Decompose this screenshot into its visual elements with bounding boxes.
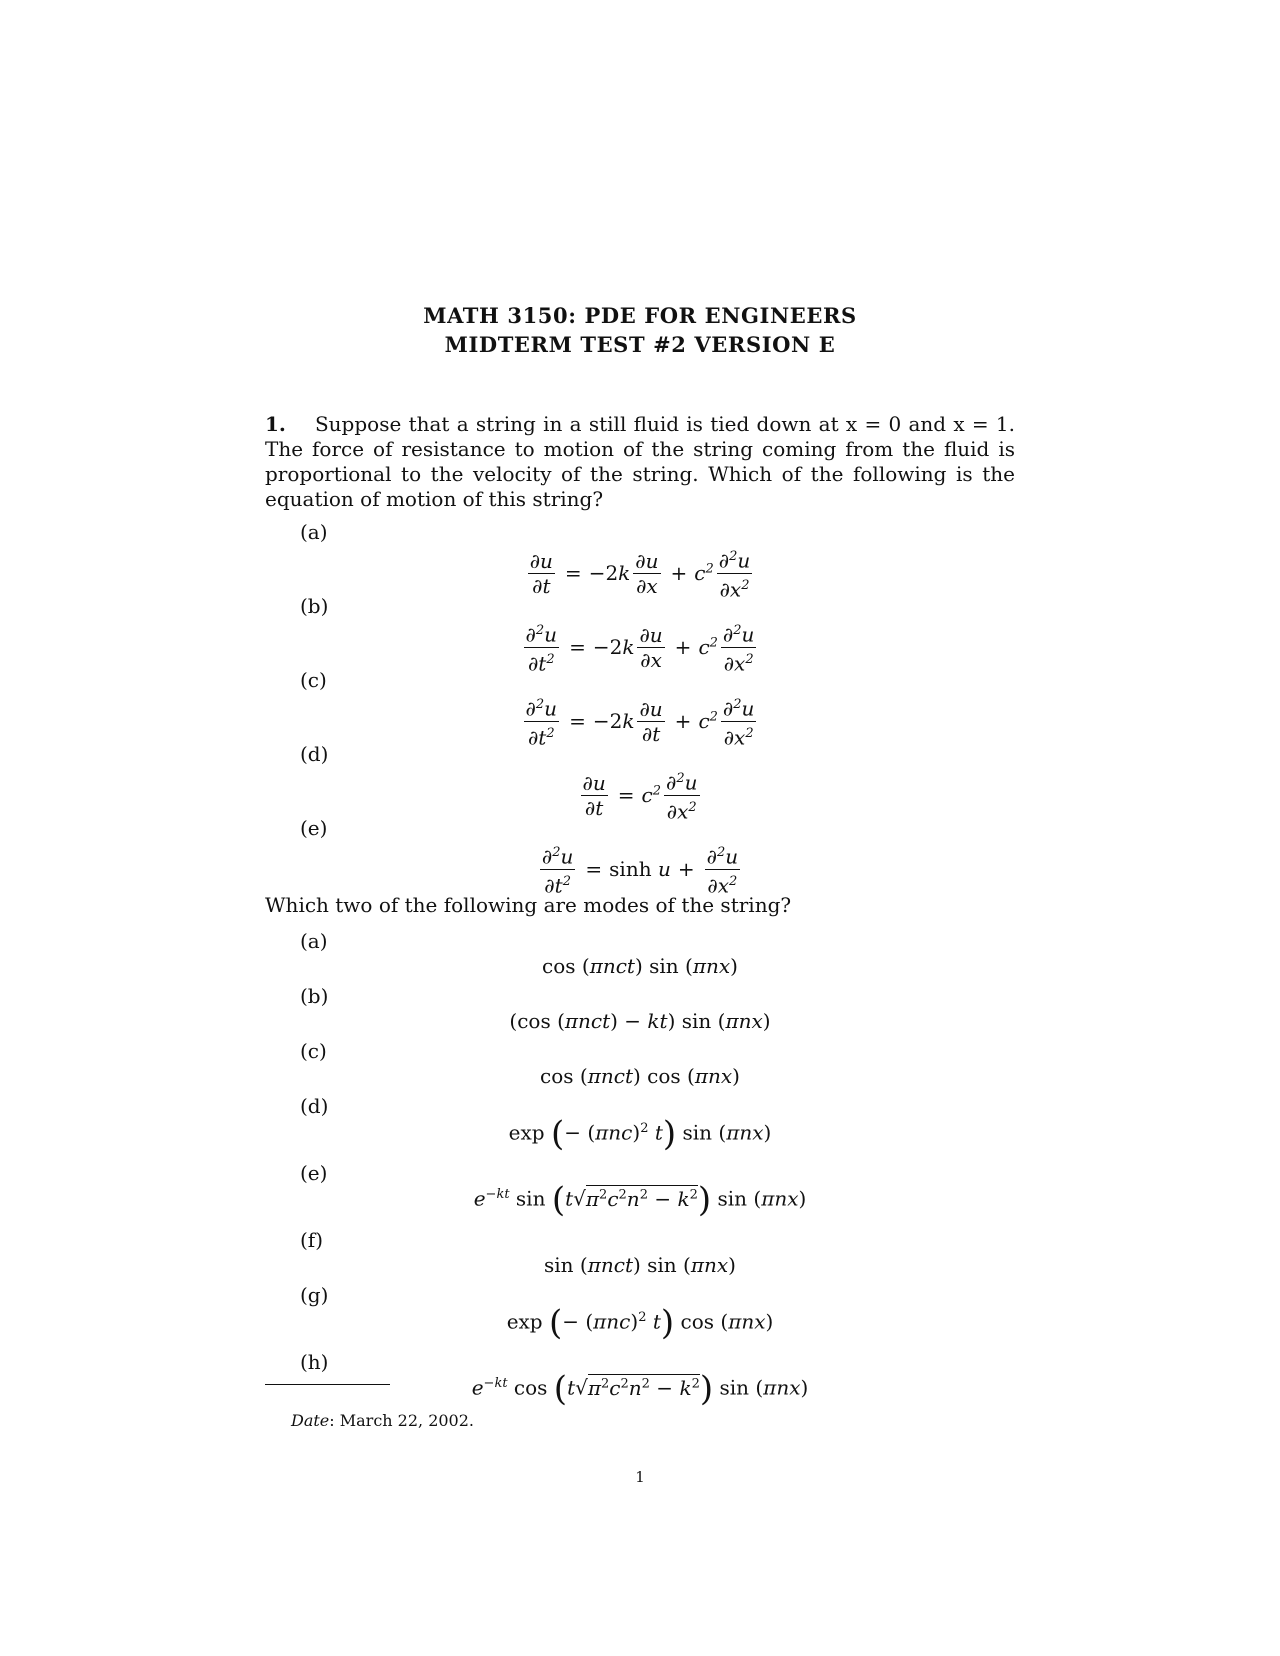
q2-expression-b: (cos (πnct) − kt) sin (πnx) xyxy=(509,1009,771,1033)
q2-expression-h: $e^{-kt}$ $\cos (t√\pi^2c^2n^2 - k^2)$ sin (πnx) xyxy=(471,1369,809,1409)
q2-label-a: (a) xyxy=(300,929,328,953)
footnote-text: : March 22, 2002. xyxy=(329,1411,474,1430)
q2-label-f: (f) xyxy=(300,1228,324,1252)
q2-expression-f: sin (πnct) sin (πnx) xyxy=(544,1253,736,1277)
course-title: MATH 3150: PDE FOR ENGINEERS xyxy=(423,303,857,328)
page-number: 1 xyxy=(635,1468,645,1486)
q2-expression-e: $e^{-kt}$ $\sin (t√\pi^2c^2n^2 - k^2)$ sin (πnx) xyxy=(473,1180,807,1220)
q1-equation-c: $\frac{\partial^2u}{\partial t^2}$ = −2k $\frac{\partial u}{\partial t}$ + $c^2$ $\frac{\partial^2u}{\partial x^2}$ xyxy=(0,693,1280,749)
question-2-text: Which two of the following are modes of the string? xyxy=(265,893,792,917)
q2-expression-a: cos (πnct) sin (πnx) xyxy=(542,954,738,978)
q2-label-c: (c) xyxy=(300,1039,327,1063)
question-1 xyxy=(265,412,1015,512)
q1-label-d: (d) xyxy=(300,742,329,766)
q2-label-g: (g) xyxy=(300,1283,329,1307)
test-title: MIDTERM TEST #2 VERSION E xyxy=(444,332,836,357)
question-1-text: Suppose that a string in a still fluid is tied down at x = 0 and x = 1. The force of resistance to motion of the string coming from the fluid is proportional to the velocity of the string. Which of the following is the equation of motion of this string? xyxy=(265,412,1015,511)
q1-equation-b: $\frac{\partial^2u}{\partial t^2}$ = −2k $\frac{\partial u}{\partial x}$ + $c^2$ $\frac{\partial^2u}{\partial x^2}$ xyxy=(0,619,1280,675)
q2-label-h: (h) xyxy=(300,1350,329,1374)
q1-label-c: (c) xyxy=(300,668,327,692)
footnote-label: Date xyxy=(291,1411,330,1430)
q2-label-d: (d) xyxy=(300,1094,329,1118)
footnote-divider xyxy=(265,1384,390,1385)
q1-label-a: (a) xyxy=(300,520,328,544)
q1-equation-d: $\frac{\partial u}{\partial t}$ = $c^2$ $\frac{\partial^2u}{\partial x^2}$ xyxy=(0,767,1280,823)
q1-equation-a: $\frac{\partial u}{\partial t}$ = −2k $\frac{\partial u}{\partial x}$ + $c^2$ $\frac{\partial^2u}{\partial x^2}$ xyxy=(0,545,1280,601)
q1-label-b: (b) xyxy=(300,594,329,618)
q2-label-e: (e) xyxy=(300,1161,328,1185)
q2-label-b: (b) xyxy=(300,984,329,1008)
q2-expression-c: cos (πnct) cos (πnx) xyxy=(540,1064,740,1088)
question-1-number: 1. xyxy=(265,412,286,436)
q2-expression-g: exp (− $(\pi nc)^2$ t) cos (πnx) xyxy=(506,1303,774,1343)
q1-equation-e: $\frac{\partial^2u}{\partial t^2}$ = sinh u + $\frac{\partial^2u}{\partial x^2}$ xyxy=(0,841,1280,897)
q2-expression-d: exp (− $(\pi nc)^2$ t) sin (πnx) xyxy=(508,1114,772,1154)
q1-label-e: (e) xyxy=(300,816,328,840)
footnote-date xyxy=(291,1411,474,1430)
